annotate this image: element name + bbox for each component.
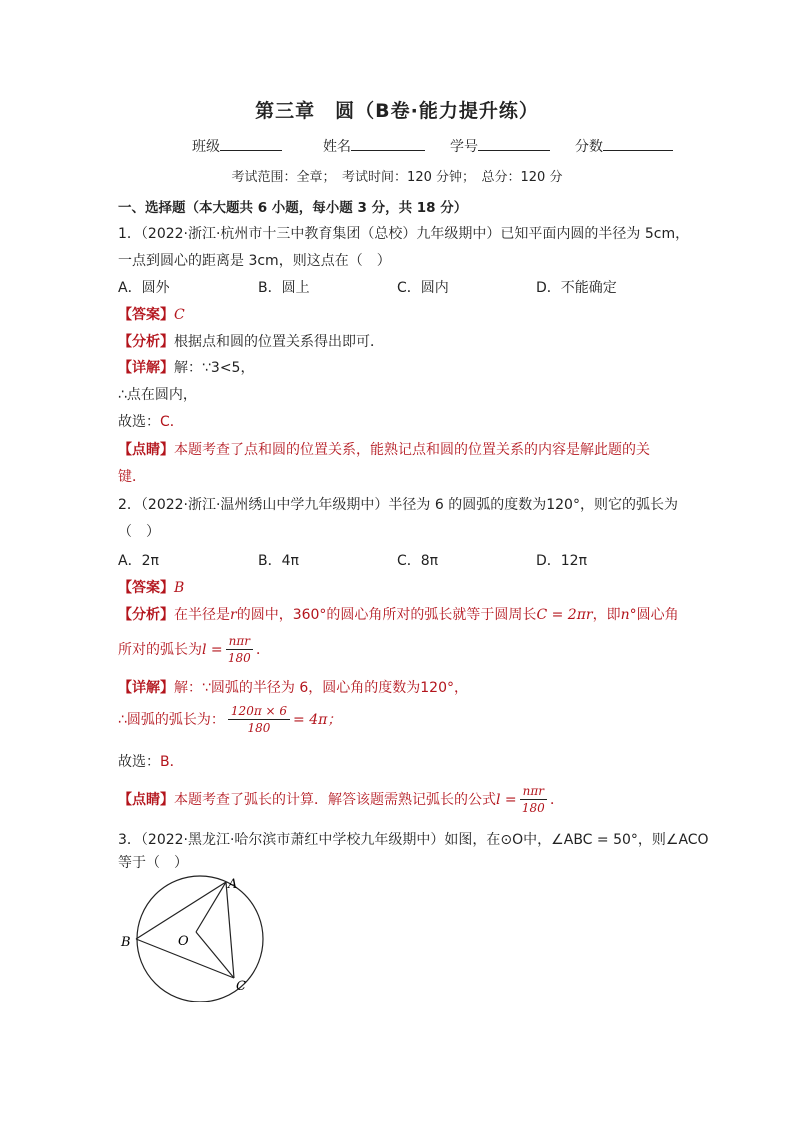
fraction-denominator: 180 <box>227 651 251 665</box>
label-b: B <box>121 935 131 950</box>
q2-option-c: C．8π <box>397 553 439 569</box>
q1-option-d: D．不能确定 <box>536 280 617 296</box>
label-c: C <box>236 979 246 994</box>
exam-meta: 考试范围：全章； 考试时间：120 分钟； 总分：120 分 <box>231 170 563 185</box>
q2-option-b: B．4π <box>258 553 299 569</box>
detail-text: 解：∵圆弧的半径为 6，圆心角的度数为120°， <box>174 680 468 696</box>
class-label: 班级 <box>192 139 220 155</box>
analysis-text: 根据点和圆的位置关系得出即可． <box>174 334 384 350</box>
analysis-text-e: 圆心角 <box>636 607 679 623</box>
circle-figure <box>118 872 268 1002</box>
q1-option-b: B．圆上 <box>258 280 310 296</box>
calc-numerator: 120π × 6 <box>228 704 290 720</box>
detail-line2-text: ∴圆弧的弧长为： <box>118 712 225 728</box>
page-title: 第三章 圆（B卷·能力提升练） <box>255 100 539 122</box>
name-blank[interactable] <box>351 136 425 151</box>
q3-stem-line2: 等于（ ） <box>118 855 188 871</box>
q3-stem-line1: 3．（2022·黑龙江·哈尔滨市萧红中学校九年级期中）如图，在⊙O中，∠ABC = 50°，则∠ACO <box>118 832 709 848</box>
period: ． <box>256 642 271 658</box>
fraction-numerator: nπr <box>520 784 547 800</box>
q2-stem-line2: （ ） <box>118 524 160 540</box>
answer-tag: 【答案】 <box>118 307 174 323</box>
class-field <box>192 136 220 156</box>
detail-text: 解：∵3<5， <box>174 360 255 376</box>
q2-stem-line1: 2．（2022·浙江·温州绣山中学九年级期中）半径为 6 的圆弧的度数为120°，则它的弧长为 <box>118 497 678 513</box>
analysis-text-a: 在半径是 <box>174 607 230 623</box>
comment-tag: 【点睛】 <box>118 792 174 808</box>
detail-tag: 【详解】 <box>118 680 174 696</box>
segment-oc <box>196 932 234 978</box>
answer-tag: 【答案】 <box>118 580 174 596</box>
comment-tag: 【点睛】 <box>118 442 174 458</box>
score-blank[interactable] <box>603 136 673 151</box>
analysis-text-b: 的圆中，360°的圆心角所对的弧长就等于圆周长 <box>236 607 537 623</box>
choose-prefix: 故选： <box>118 754 160 770</box>
label-o: O <box>178 934 189 949</box>
name-field <box>323 136 351 156</box>
comment-fraction <box>520 784 547 816</box>
calc-fraction <box>228 704 290 736</box>
q1-comment-line2: 键． <box>118 469 146 485</box>
q1-option-a: A．圆外 <box>118 280 170 296</box>
answer-value: B <box>174 580 185 596</box>
q1-detail <box>118 357 254 377</box>
choose-prefix: 故选： <box>118 414 160 430</box>
q2-answer <box>118 577 184 597</box>
choose-value: C． <box>160 414 184 430</box>
detail-tag: 【详解】 <box>118 360 174 376</box>
q1-answer <box>118 304 185 324</box>
q1-comment <box>118 439 650 459</box>
period: ． <box>550 792 565 808</box>
fraction-denominator: 180 <box>521 801 545 815</box>
comment-text: 本题考查了点和圆的位置关系，能熟记点和圆的位置关系的内容是解此题的关 <box>174 442 650 458</box>
q2-detail-line2 <box>118 704 341 736</box>
analysis-tag: 【分析】 <box>118 334 174 350</box>
q1-stem-line1: 1．（2022·浙江·杭州市十三中教育集团（总校）九年级期中）已知平面内圆的半径为 5cm， <box>118 226 690 242</box>
angle-symbol: n° <box>620 607 637 623</box>
radius-symbol: r <box>230 607 237 623</box>
q2-option-d: D．12π <box>536 553 588 569</box>
segment-oa <box>196 882 226 932</box>
q2-option-a: A．2π <box>118 553 159 569</box>
id-label: 学号 <box>450 139 478 155</box>
q1-choose <box>118 411 184 431</box>
circumference-formula: C = 2πr <box>536 607 593 623</box>
q1-detail-line2: ∴点在圆内， <box>118 387 197 403</box>
fraction-numerator: nπr <box>226 634 253 650</box>
calc-denominator: 180 <box>247 721 271 735</box>
q1-analysis <box>118 331 384 351</box>
formula-lhs: l = <box>496 792 517 808</box>
analysis-line2-text: 所对的弧长为 <box>118 642 202 658</box>
analysis-tag: 【分析】 <box>118 607 174 623</box>
score-label: 分数 <box>575 139 603 155</box>
comment-text: 本题考查了弧长的计算．解答该题需熟记弧长的公式 <box>174 792 496 808</box>
q2-comment <box>118 784 564 816</box>
answer-value: C <box>174 307 185 323</box>
section-heading: 一、选择题（本大题共 6 小题，每小题 3 分，共 18 分） <box>118 200 468 216</box>
q2-detail <box>118 677 468 697</box>
choose-value: B． <box>160 754 184 770</box>
q1-stem-line2: 一点到圆心的距离是 3cm，则这点在（ ） <box>118 253 391 269</box>
q2-analysis-line2 <box>118 634 270 666</box>
arc-length-fraction <box>226 634 253 666</box>
id-blank[interactable] <box>478 136 550 151</box>
q1-option-c: C．圆内 <box>397 280 449 296</box>
analysis-text-d: ，即 <box>592 607 621 623</box>
q2-analysis <box>118 604 679 624</box>
class-blank[interactable] <box>220 136 282 151</box>
id-field <box>450 136 478 156</box>
formula-lhs: l = <box>202 642 223 658</box>
label-a: A <box>228 877 238 892</box>
score-field <box>575 136 603 156</box>
q2-choose <box>118 751 184 771</box>
name-label: 姓名 <box>323 139 351 155</box>
calc-result: = 4π； <box>293 712 342 728</box>
segment-ba <box>136 882 226 939</box>
segment-ac <box>226 882 234 978</box>
